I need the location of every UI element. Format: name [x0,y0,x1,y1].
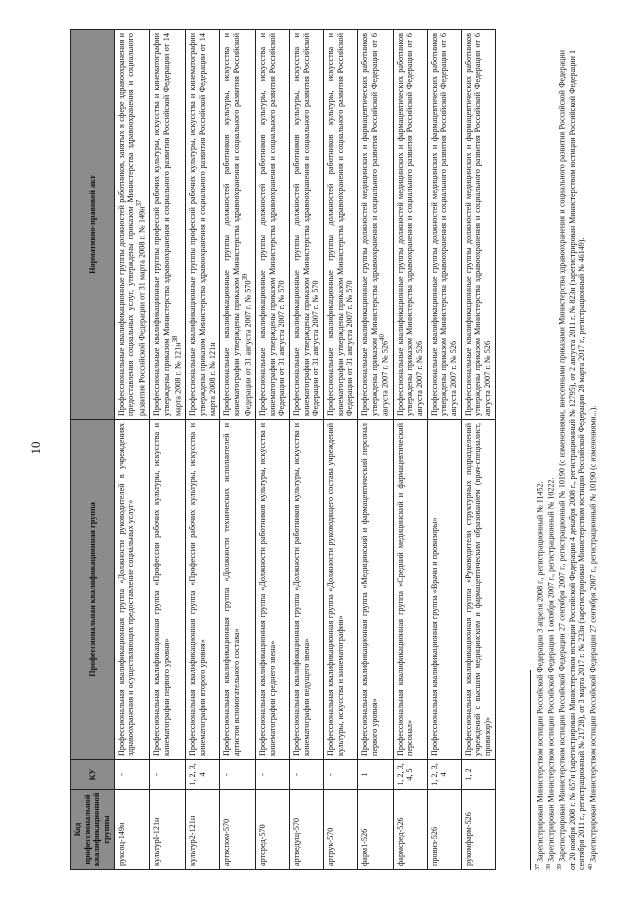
cell-ku: - [323,760,357,790]
cell-act [186,30,220,420]
cell-group: Профессиональная квалификационная группа «Профессии рабочих культуры, искусства и кинематографии первого уровня» [150,420,186,760]
cell-act-text: Профессиональные квалификационные группы должностей медицинских и фармацевтических работников утверждены приказом Министерства здравоохранения и социального развития Российской Федерации от 6 августа 2007 г. № 526 [463,33,493,416]
table-row [358,30,394,870]
cell-code: провиз-526 [427,790,461,870]
cell-ku: 1, 2, 3, 4, 5 [393,760,427,790]
header-act: Нормативно-правовой акт [71,30,115,420]
header-group: Профессиональная квалификационная группа [71,420,115,760]
cell-act-text: Профессиональные квалификационные группы должностей медицинских и фармацевтических работников утверждены приказом Министерства здравоохранения и социального развития Российской Федерации от 6 августа 2007 г. № 526 [395,33,425,416]
table-header-row [71,30,115,870]
cell-ku: - [220,760,256,790]
cell-act [289,30,323,420]
cell-act-text: Профессиональные квалификационные группы профессий рабочих культуры, искусства и кинематографии утверждены приказом Министерства здравоохранения и социального развития Российской Федерации от 14 марта 2008 г. № 121н [152,33,183,416]
cell-act-text: Профессиональные квалификационные группы должностей работников, занятых в сфере здравоохранения и предоставления социальных услуг, утверждены приказом Министерства здравоохранения и социального развития Российской Федерации от 31 марта 2008 г. № 149н [116,33,147,416]
footnote-number: 40 [587,864,594,870]
footnote-text: Зарегистрирован Министерством юстиции Российской Федерации 1 октября 2007 г., регистрационный № 10222. [546,477,556,862]
table-row [220,30,256,870]
cell-group: Профессиональная квалификационная группа «Должности работников культуры, искусства и кинематографии среднего звена» [255,420,289,760]
cell-code: культуpl-121н [150,790,186,870]
cell-group: Профессиональная квалификационная группа «Медицинский и фармацевтический персонал первого уровня» [358,420,394,760]
rotated-page [70,30,630,870]
cell-act-text: Профессиональные квалификационные группы должностей медицинских и фармацевтических работников утверждены приказом Министерства здравоохранения и социального развития Российской Федерации от 6 августа 2007 г. № 526 [360,33,391,416]
footnote [546,50,556,870]
cell-group: Профессиональная квалификационная группа «Должности работников культуры, искусства и кинематографии ведущего звена» [289,420,323,760]
cell-act-text: Профессиональные квалификационные группы должностей работников культуры, искусства и кинематографии утверждены приказом Министерства здравоохранения и социального развития Российской Федерации от 31 августа 2007 г. № 570 [325,33,355,416]
cell-group: Профессиональная квалификационная группа «Врачи и провизоры» [427,420,461,760]
footnote-number: 38 [546,864,553,870]
cell-code: фарм1-526 [358,790,394,870]
cell-ku: 1, 2, 3, 4 [427,760,461,790]
footnote [588,50,598,870]
table-row [461,30,495,870]
cell-act [114,30,150,420]
footnote [557,50,586,870]
cell-ku: - [289,760,323,790]
footnote-list [535,50,598,870]
cell-group: Профессиональная квалификационная группа «Должности руководителей в учреждениях здравоохранения и осуществляющих предоставление социальных услуг» [114,420,150,760]
cell-code: артрук-570 [323,790,357,870]
cell-group: Профессиональная квалификационная группа «Должности руководящего состава учреждений культуры, искусства и кинематографии» [323,420,357,760]
cell-ku: - [150,760,186,790]
table-row [289,30,323,870]
cell-act [220,30,256,420]
footnote [535,50,545,870]
cell-act [323,30,357,420]
cell-group: Профессиональная квалификационная группа «Профессии рабочих культуры, искусства и кинематографии второго уровня» [186,420,220,760]
classification-table [70,29,496,870]
cell-code: артсред-570 [255,790,289,870]
cell-code: руксоц-149н [114,790,150,870]
cell-ku: 1, 2, 3, 4 [186,760,220,790]
footnote-ref: 38 [171,335,179,343]
footnotes [530,50,598,870]
cell-code: рукомфарм-526 [461,790,495,870]
table-row [186,30,220,870]
footnote-number: 37 [534,864,541,870]
cell-code: артвспом-570 [220,790,256,870]
table-row [150,30,186,870]
table-row [114,30,150,870]
footnote-number: 39 [557,864,564,870]
table-row [323,30,357,870]
cell-group: Профессиональная квалификационная группа «Должности технических исполнителей и артистов вспомогательного состава» [220,420,256,760]
footnote-divider [530,670,531,870]
footnote-ref: 39 [241,273,249,281]
header-ku: КУ [71,760,115,790]
table-row [255,30,289,870]
cell-group: Профессиональная квалификационная группа «Средний медицинский и фармацевтический персонал» [393,420,427,760]
cell-act [150,30,186,420]
cell-code: культур2-121н [186,790,220,870]
cell-act [358,30,394,420]
table-body [114,30,495,870]
cell-ku: - [114,760,150,790]
footnote-text: Зарегистрирован Министерством юстиции Российской Федерации 27 сентября 2007 г., регистрационный № 10190 (с изменениями, внесенными приказами Министерства здравоохранения и социального развития Российской Федерации от 20 ноября 2008 г. № 657н (зарегистрирован Министерством юстиции Российской Федерации 4 декабря 2008 г., регистрационный № 12795), от 2 августа 2011 г. № 823н (зарегистрирован Министерством юстиции Российской Федерации 1 сентября 2011 г., регистрационный № 21728), от 3 марта 2017 г. № 233н (зарегистрирован Министерством юстиции Российской Федерации 28 марта 2017 г., регистрационный № 46149). [557,49,587,870]
footnote-text: Зарегистрирован Министерством юстиции Российской Федерации 3 апреля 2008 г., регистрационный № 11452. [535,481,545,862]
cell-code: фармсред-526 [393,790,427,870]
cell-ku: 1 [358,760,394,790]
cell-act [427,30,461,420]
cell-act-text: Профессиональные квалификационные группы должностей работников культуры, искусства и кинематографии утверждены приказом Министерства здравоохранения и социального развития Российской Федерации от 31 августа 2007 г. № 570 [257,33,287,416]
cell-code: артведущ-570 [289,790,323,870]
cell-group: Профессиональная квалификационная группа «Руководители структурных подразделений учреждений с высшим медицинским и фармацевтическим образованием (врач-специалист, провизор)» [461,420,495,760]
table-row [393,30,427,870]
footnote-text: Зарегистрирован Министерством юстиции Российской Федерации 27 сентября 2007 г., регистрационный № 10190 (с изменениями...). [588,405,598,862]
cell-act-text: Профессиональные квалификационные группы должностей медицинских и фармацевтических работников утверждены приказом Министерства здравоохранения и социального развития Российской Федерации от 6 августа 2007 г. № 526 [429,33,459,416]
table-row [427,30,461,870]
cell-ku: - [255,760,289,790]
cell-act [461,30,495,420]
footnote-ref: 40 [379,334,387,341]
page-number: 10 [28,441,43,455]
cell-act-text: Профессиональные квалификационные группы должностей работников культуры, искусства и кинематографии утверждены приказом Министерства здравоохранения и социального развития Российской Федерации от 31 августа 2007 г. № 570 [222,33,253,416]
cell-act-text: Профессиональные квалификационные группы должностей работников культуры, искусства и кинематографии утверждены приказом Министерства здравоохранения и социального развития Российской Федерации от 31 августа 2007 г. № 570 [291,33,321,416]
footnote-ref: 37 [136,199,144,207]
header-code: Код профессиональной квалификационной группы [71,790,115,870]
cell-act [255,30,289,420]
cell-ku: 1, 2 [461,760,495,790]
cell-act-text: Профессиональные квалификационные группы профессий рабочих культуры, искусства и кинематографии утверждены приказом Министерства здравоохранения и социального развития Российской Федерации от 14 марта 2008 г. № 121н [188,33,217,416]
cell-act [393,30,427,420]
